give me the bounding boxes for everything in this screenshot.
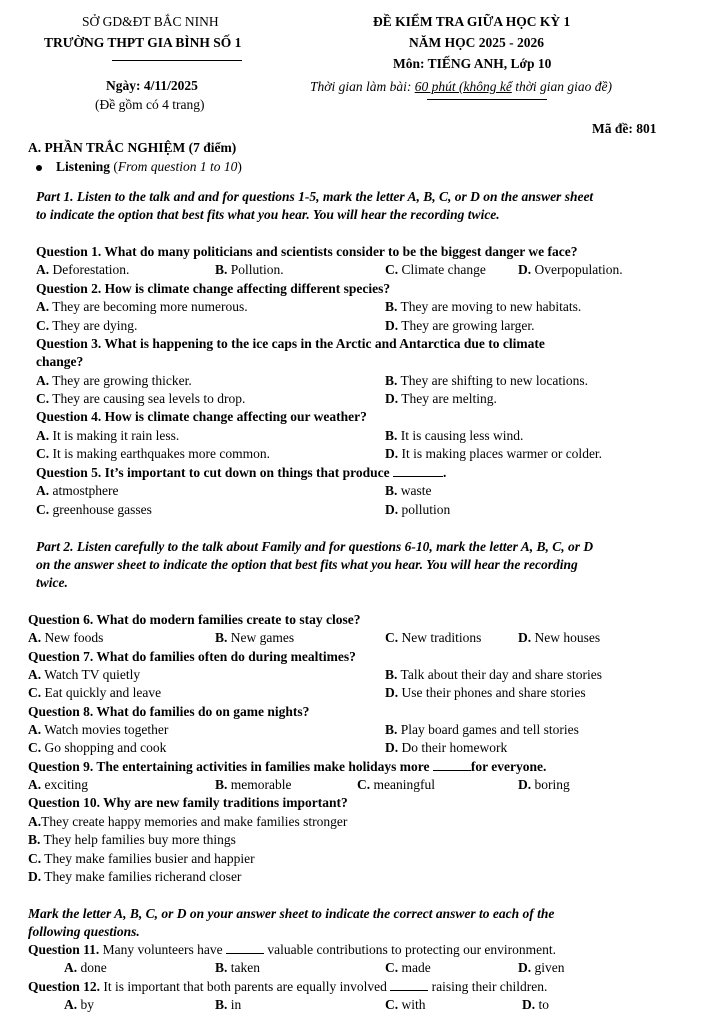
question-12-stem: Question 12. It is important that both parents are equally involved raising their children. <box>28 979 548 994</box>
question-3-stem: Question 3. What is happening to the ice caps in the Arctic and Antarctica due to climate <box>36 336 545 351</box>
question-6-stem: Question 6. What do modern families create to stay close? <box>28 612 361 627</box>
q10-option-a: A.They create happy memories and make families stronger <box>28 814 348 829</box>
q10-option-d: D. They make families richerand closer <box>28 869 242 884</box>
q4-option-c: C. It is making earthquakes more common. <box>36 446 270 461</box>
q7-option-c: C. Eat quickly and leave <box>28 685 162 700</box>
question-2-stem: Question 2. How is climate change affecting different species? <box>36 281 391 296</box>
q4-option-a: A. It is making it rain less. <box>36 428 180 443</box>
q8-option-a: A. Watch movies together <box>28 722 169 737</box>
answer-blank <box>390 980 428 991</box>
q11-option-a: A. done <box>64 960 107 975</box>
answer-blank <box>433 760 471 771</box>
bullet-icon <box>36 165 42 171</box>
q7-option-a: A. Watch TV quietly <box>28 667 141 682</box>
q11-option-b: B. taken <box>215 960 261 975</box>
q1-option-b: B. Pollution. <box>215 262 284 277</box>
q9-option-d: D. boring <box>518 777 570 792</box>
q3-option-d: D. They are melting. <box>385 391 497 406</box>
exam-code: Mã đề: 801 <box>592 121 657 136</box>
q9-option-b: B. memorable <box>215 777 292 792</box>
q2-option-c: C. They are dying. <box>36 318 138 333</box>
q12-option-d: D. to <box>522 997 550 1012</box>
q6-option-a: A. New foods <box>28 630 104 645</box>
q6-option-b: B. New games <box>215 630 295 645</box>
department-name: SỞ GD&ĐT BẮC NINH <box>82 14 219 29</box>
q11-option-c: C. made <box>385 960 431 975</box>
question-10-stem: Question 10. Why are new family traditions important? <box>28 795 348 810</box>
subject: Môn: TIẾNG ANH, Lớp 10 <box>393 56 552 71</box>
answer-blank <box>393 466 443 477</box>
q3-option-a: A. They are growing thicker. <box>36 373 192 388</box>
q5-option-a: A. atmostphere <box>36 483 119 498</box>
q9-option-a: A. exciting <box>28 777 88 792</box>
q7-option-d: D. Use their phones and share stories <box>385 685 586 700</box>
question-3-stem-cont: change? <box>36 354 84 369</box>
q1-option-d: D. Overpopulation. <box>518 262 623 277</box>
part3-instructions: Mark the letter A, B, C, or D on your answer sheet to indicate the correct answer to each of the following questions. <box>28 906 555 939</box>
q2-option-d: D. They are growing larger. <box>385 318 535 333</box>
page-count: (Đề gồm có 4 trang) <box>95 97 205 112</box>
q6-option-d: D. New houses <box>518 630 601 645</box>
question-1-stem: Question 1. What do many politicians and scientists consider to be the biggest danger we face? <box>36 244 578 259</box>
q12-option-b: B. in <box>215 997 242 1012</box>
q1-option-a: A. Deforestation. <box>36 262 130 277</box>
q4-option-d: D. It is making places warmer or colder. <box>385 446 603 461</box>
school-name: TRƯỜNG THPT GIA BÌNH SỐ 1 <box>44 35 242 50</box>
school-year: NĂM HỌC 2025 - 2026 <box>409 35 544 50</box>
header-divider-right <box>427 99 547 100</box>
question-7-stem: Question 7. What do families often do during mealtimes? <box>28 649 356 664</box>
question-11-stem: Question 11. Many volunteers have valuable contributions to protecting our environment. <box>28 942 557 957</box>
q12-option-a: A. by <box>64 997 94 1012</box>
question-8-stem: Question 8. What do families do on game nights? <box>28 704 310 719</box>
q5-option-d: D. pollution <box>385 502 451 517</box>
q3-option-c: C. They are causing sea levels to drop. <box>36 391 246 406</box>
q8-option-d: D. Do their homework <box>385 740 508 755</box>
exam-title: ĐỀ KIỂM TRA GIỮA HỌC KỲ 1 <box>373 14 571 29</box>
q9-option-c: C. meaningful <box>357 777 435 792</box>
q11-option-d: D. given <box>518 960 565 975</box>
answer-blank <box>226 943 264 954</box>
q1-option-c: C. Climate change <box>385 262 486 277</box>
q10-option-b: B. They help families buy more things <box>28 832 236 847</box>
q2-option-a: A. They are becoming more numerous. <box>36 299 248 314</box>
question-4-stem: Question 4. How is climate change affecting our weather? <box>36 409 367 424</box>
part2-instructions: Part 2. Listen carefully to the talk about Family and for questions 6-10, mark the letter A, B, C, or D on the answer sheet to indicate the option that best fits what you hear. You will hear the recording twice. <box>36 539 594 590</box>
q4-option-b: B. It is causing less wind. <box>385 428 524 443</box>
listening-heading: Listening (From question 1 to 10) <box>36 159 242 175</box>
q3-option-b: B. They are shifting to new locations. <box>385 373 588 388</box>
q5-option-c: C. greenhouse gasses <box>36 502 152 517</box>
q2-option-b: B. They are moving to new habitats. <box>385 299 582 314</box>
q8-option-b: B. Play board games and tell stories <box>385 722 579 737</box>
q7-option-b: B. Talk about their day and share stories <box>385 667 603 682</box>
question-9-stem: Question 9. The entertaining activities in families make holidays more for everyone. <box>28 759 547 774</box>
q6-option-c: C. New traditions <box>385 630 482 645</box>
q8-option-c: C. Go shopping and cook <box>28 740 167 755</box>
header-divider-left <box>112 60 242 61</box>
question-5-stem: Question 5. It’s important to cut down on things that produce . <box>36 465 447 480</box>
part1-instructions: Part 1. Listen to the talk and and for questions 1-5, mark the letter A, B, C, or D on the answer sheet to indicate the option that best fits what you hear. You will hear the recording twice. <box>36 189 594 222</box>
section-a-title: A. PHẦN TRẮC NGHIỆM (7 điểm) <box>28 140 237 155</box>
exam-date: Ngày: 4/11/2025 <box>106 78 198 93</box>
exam-duration: Thời gian làm bài: 60 phút (không kể thời gian giao đề) <box>310 79 613 94</box>
q10-option-c: C. They make families busier and happier <box>28 851 255 866</box>
q5-option-b: B. waste <box>385 483 432 498</box>
q12-option-c: C. with <box>385 997 426 1012</box>
